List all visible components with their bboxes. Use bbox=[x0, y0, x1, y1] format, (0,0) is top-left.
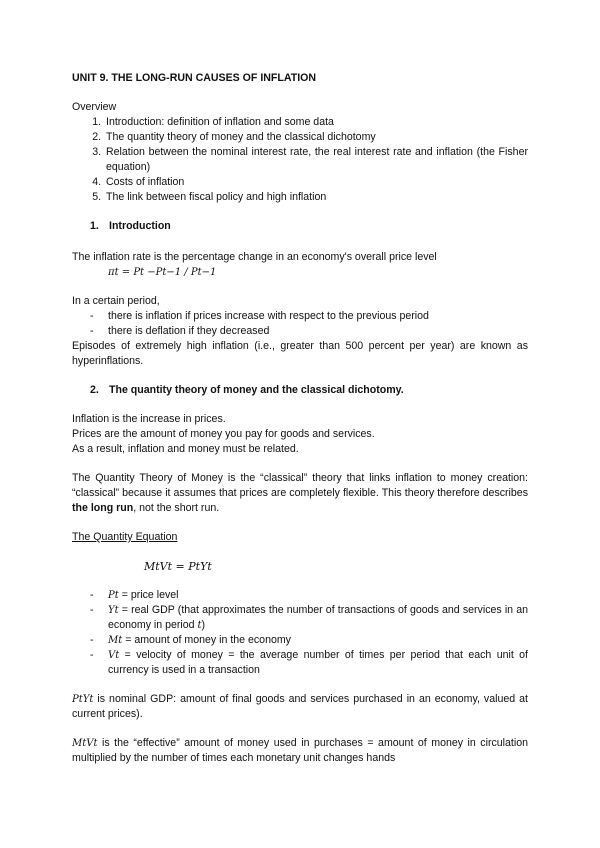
symbol: Vt bbox=[108, 650, 120, 661]
overview-item: 4. Costs of inflation bbox=[104, 175, 528, 190]
text: = price level bbox=[118, 589, 179, 601]
overview-item: 3. Relation between the nominal interest rate, the real interest rate and inflation (the Fisher equation) bbox=[104, 145, 528, 175]
overview-label: Overview bbox=[72, 101, 117, 113]
text: = amount of money in the economy bbox=[122, 634, 291, 646]
overview-item: 1. Introduction: definition of inflation and some data bbox=[104, 115, 528, 130]
paragraph-line: Prices are the amount of money you pay for goods and services. bbox=[72, 428, 375, 440]
section-1-heading bbox=[72, 219, 528, 234]
effective-money-paragraph bbox=[72, 736, 528, 766]
definition-list bbox=[72, 588, 528, 678]
symbol: Mt bbox=[108, 635, 123, 646]
text: is nominal GDP: amount of final goods and services purchased in an economy, valued at current prices). bbox=[72, 693, 528, 720]
emphasis: the long run bbox=[72, 502, 134, 514]
symbol: Yt bbox=[108, 605, 119, 616]
symbol: Pt bbox=[108, 590, 119, 601]
paragraph: Episodes of extremely high inflation (i.e., greater than 500 percent per year) are known as hyperinflations. bbox=[72, 340, 528, 367]
text: , not the short run. bbox=[133, 502, 220, 514]
quantity-theory-paragraph bbox=[72, 471, 528, 516]
document-page bbox=[72, 71, 528, 766]
paragraph-line: Inflation is the increase in prices. bbox=[72, 413, 226, 425]
section-number: 1. bbox=[90, 220, 99, 232]
section-number: 2. bbox=[90, 384, 99, 396]
overview-list bbox=[72, 115, 528, 205]
symbol: MtVt bbox=[72, 738, 98, 749]
definition-item bbox=[108, 648, 528, 678]
text: = velocity of money = the average number of times per period that each unit of currency is used in a transaction bbox=[108, 649, 528, 676]
inflation-formula: πt = Pt −Pt−1 / Pt−1 bbox=[108, 267, 217, 278]
text: ) bbox=[201, 619, 206, 631]
section-title: The quantity theory of money and the classical dichotomy. bbox=[109, 384, 404, 396]
text: The Quantity Theory of Money is the “classical” theory that links inflation to money creation: “classical” because it assumes that prices are completely flexible. This theory therefore describes bbox=[72, 472, 528, 499]
subheading: The Quantity Equation bbox=[72, 531, 178, 543]
overview-item: 2. The quantity theory of money and the classical dichotomy bbox=[104, 130, 528, 145]
document-title: UNIT 9. THE LONG-RUN CAUSES OF INFLATION bbox=[72, 72, 317, 84]
overview-item: 5. The link between fiscal policy and high inflation bbox=[104, 190, 528, 205]
paragraph-line: As a result, inflation and money must be related. bbox=[72, 443, 299, 455]
definition-item bbox=[108, 603, 528, 633]
bullet-list bbox=[72, 309, 528, 339]
text: is the “effective” amount of money used in purchases = amount of money in circulation multiplied by the number of times each monetary unit changes hands bbox=[72, 737, 528, 764]
definition-item bbox=[108, 588, 528, 603]
bullet-item: - there is deflation if they decreased bbox=[108, 324, 528, 339]
symbol: PtYt bbox=[72, 694, 94, 705]
section-2-heading bbox=[72, 383, 528, 398]
symbol: t bbox=[197, 620, 202, 631]
paragraph: The inflation rate is the percentage change in an economy's overall price level bbox=[72, 251, 437, 263]
quantity-equation: MtVt = PtYt bbox=[144, 560, 212, 573]
nominal-gdp-paragraph bbox=[72, 692, 528, 722]
definition-item bbox=[108, 633, 528, 648]
section-title: Introduction bbox=[109, 220, 171, 232]
text: = real GDP (that approximates the number of transactions of goods and services in an economy in period bbox=[108, 604, 528, 631]
paragraph: In a certain period, bbox=[72, 295, 160, 307]
bullet-item: - there is inflation if prices increase with respect to the previous period bbox=[108, 309, 528, 324]
